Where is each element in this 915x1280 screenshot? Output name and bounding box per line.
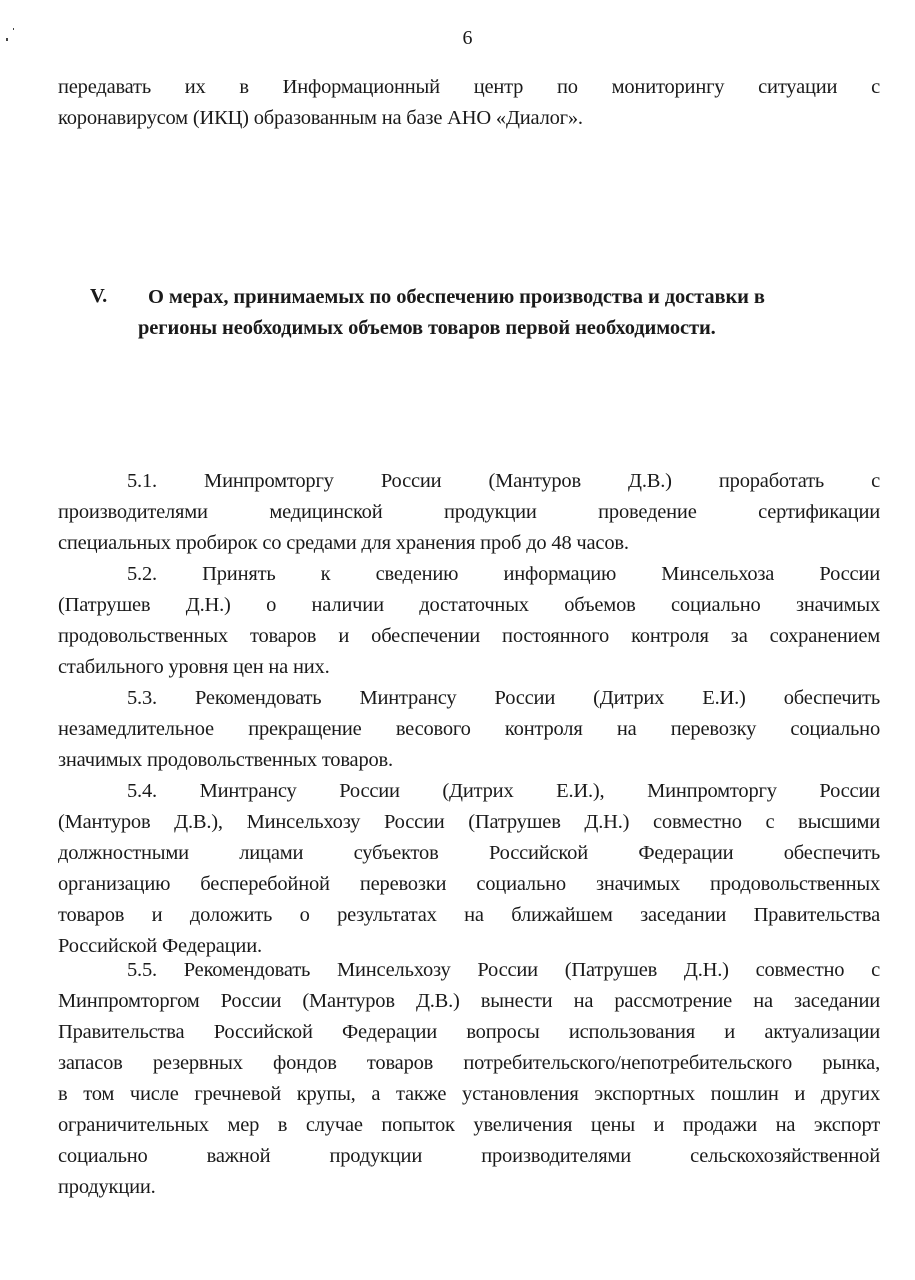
item-5-5-line: продукции. bbox=[58, 1176, 156, 1198]
item-5-5-line: в том числе гречневой крупы, а также установления экспортных пошлин и других bbox=[58, 1083, 880, 1105]
section-number: V. bbox=[90, 285, 108, 307]
item-5-5-line: социально важной продукции производителями сельскохозяйственной bbox=[58, 1145, 880, 1167]
item-5-5-line: запасов резервных фондов товаров потребительского/непотребительского рынка, bbox=[58, 1052, 880, 1074]
item-5-2-line: продовольственных товаров и обеспечении постоянного контроля за сохранением bbox=[58, 625, 880, 647]
item-5-5-line: Правительства Российской Федерации вопросы использования и актуализации bbox=[58, 1021, 880, 1043]
continuation-line: коронавирусом (ИКЦ) образованным на базе АНО «Диалог». bbox=[58, 107, 583, 129]
item-5-3-line: незамедлительное прекращение весового контроля на перевозку социально bbox=[58, 718, 880, 740]
item-5-1-line: специальных пробирок со средами для хранения проб до 48 часов. bbox=[58, 532, 629, 554]
item-5-3-line: 5.3. Рекомендовать Минтрансу России (Дитрих Е.И.) обеспечить bbox=[127, 687, 880, 709]
item-5-2-line: стабильного уровня цен на них. bbox=[58, 656, 330, 678]
item-5-5-line: 5.5. Рекомендовать Минсельхозу России (Патрушев Д.Н.) совместно с bbox=[127, 959, 880, 981]
item-5-4-line: 5.4. Минтрансу России (Дитрих Е.И.), Минпромторгу России bbox=[127, 780, 880, 802]
item-5-4-line: организацию бесперебойной перевозки социально значимых продовольственных bbox=[58, 873, 880, 895]
item-5-4-line: должностными лицами субъектов Российской Федерации обеспечить bbox=[58, 842, 880, 864]
item-5-2-line: 5.2. Принять к сведению информацию Минсельхоза России bbox=[127, 563, 880, 585]
item-5-1-line: 5.1. Минпромторгу России (Мантуров Д.В.) проработать с bbox=[127, 470, 880, 492]
item-5-5-line: Минпромторгом России (Мантуров Д.В.) вынести на рассмотрение на заседании bbox=[58, 990, 880, 1012]
item-5-1-line: производителями медицинской продукции проведение сертификации bbox=[58, 501, 880, 523]
item-5-5-line: ограничительных мер в случае попыток увеличения цены и продажи на экспорт bbox=[58, 1114, 880, 1136]
item-5-4-line: Российской Федерации. bbox=[58, 935, 262, 957]
section-title-line: О мерах, принимаемых по обеспечению производства и доставки в bbox=[148, 286, 765, 308]
section-title-line: регионы необходимых объемов товаров первой необходимости. bbox=[138, 317, 716, 339]
item-5-4-line: (Мантуров Д.В.), Минсельхозу России (Патрушев Д.Н.) совместно с высшими bbox=[58, 811, 880, 833]
item-5-2-line: (Патрушев Д.Н.) о наличии достаточных объемов социально значимых bbox=[58, 594, 880, 616]
continuation-line: передавать их в Информационный центр по мониторингу ситуации с bbox=[58, 76, 880, 98]
item-5-3-line: значимых продовольственных товаров. bbox=[58, 749, 393, 771]
page-number: 6 bbox=[462, 27, 473, 49]
item-5-4-line: товаров и доложить о результатах на ближайшем заседании Правительства bbox=[58, 904, 880, 926]
